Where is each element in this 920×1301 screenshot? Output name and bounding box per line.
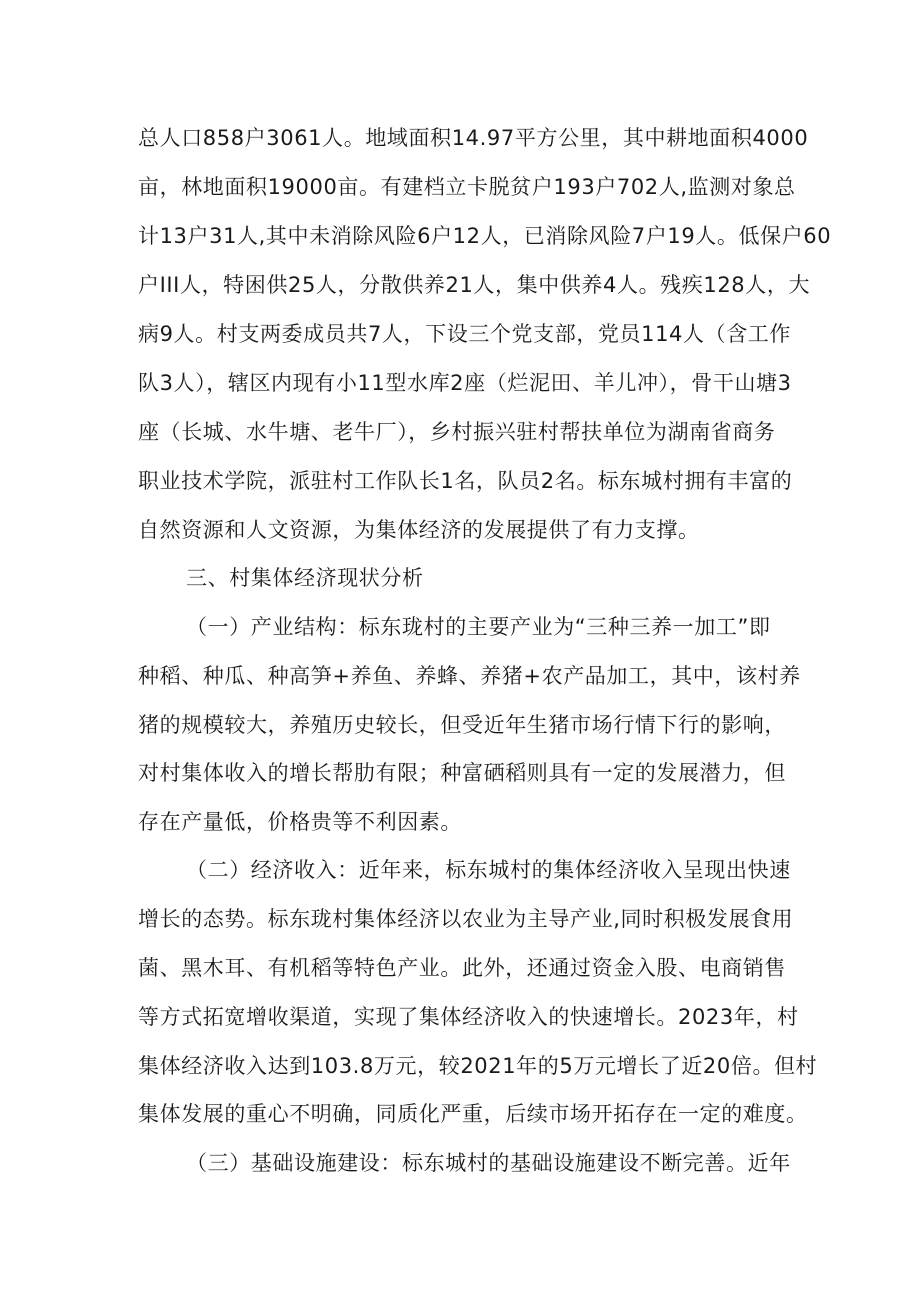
text-line: 座（长城、水牛塘、老牛厂），乡村振兴驻村帮扶单位为湖南省商务	[138, 420, 776, 444]
section-heading: 三、村集体经济现状分析	[186, 566, 424, 590]
text-line: 种稻、种瓜、种高笋+养鱼、养蜂、养猪+农产品加工，其中，该村养	[138, 664, 801, 688]
text-line: 等方式拓宽增收渠道，实现了集体经济收入的快速增长。2023年，村	[138, 1005, 799, 1029]
text-line: （二）经济收入：近年来，标东城村的集体经济收入呈现出快速	[186, 858, 791, 882]
text-line: 队3人），辖区内现有小11型水库2座（烂泥田、羊儿冲），骨干山塘3	[138, 371, 792, 395]
text-line: 自然资源和人文资源，为集体经济的发展提供了有力支撑。	[138, 518, 700, 542]
text-line: 存在产量低，价格贵等不利因素。	[138, 810, 462, 834]
text-line: 对村集体收入的增长帮肋有限；种富硒稻则具有一定的发展潜力，但	[138, 761, 786, 785]
text-line: 增长的态势。标东珑村集体经济以农业为主导产业,同时积极发展食用	[138, 907, 794, 931]
text-line: 户III人，特困供25人，分散供养21人，集中供养4人。残疾128人，大	[138, 273, 811, 297]
text-line: 计13户31人,其中未消除风险6户12人，已消除风险7户19人。低保户60	[138, 224, 832, 248]
text-line: 菌、黑木耳、有机稻等特色产业。此外，还通过资金入股、电商销售	[138, 956, 786, 980]
text-line: 集体发展的重心不明确，同质化严重，后续市场开拓存在一定的难度。	[138, 1102, 808, 1126]
text-line: 亩，林地面积19000亩。有建档立卡脱贫户193户702人,监测对象总	[138, 175, 796, 199]
text-line: （三）基础设施建设：标东城村的基础设施建设不断完善。近年	[186, 1151, 791, 1175]
text-line: （一）产业结构：标东珑村的主要产业为“三种三养一加工”即	[186, 615, 771, 639]
text-line: 总人口858户3061人。地域面积14.97平方公里，其中耕地面积4000	[138, 126, 809, 150]
text-line: 职业技术学院，派驻村工作队长1名，队员2名。标东城村拥有丰富的	[138, 469, 793, 493]
text-line: 集体经济收入达到103.8万元，较2021年的5万元增长了近20倍。但村	[138, 1054, 818, 1078]
text-line: 病9人。村支两委成员共7人，下设三个党支部，党员114人（含工作	[138, 322, 792, 346]
text-line: 猪的规模较大，养殖历史较长，但受近年生猪市场行情下行的影响，	[138, 713, 786, 737]
